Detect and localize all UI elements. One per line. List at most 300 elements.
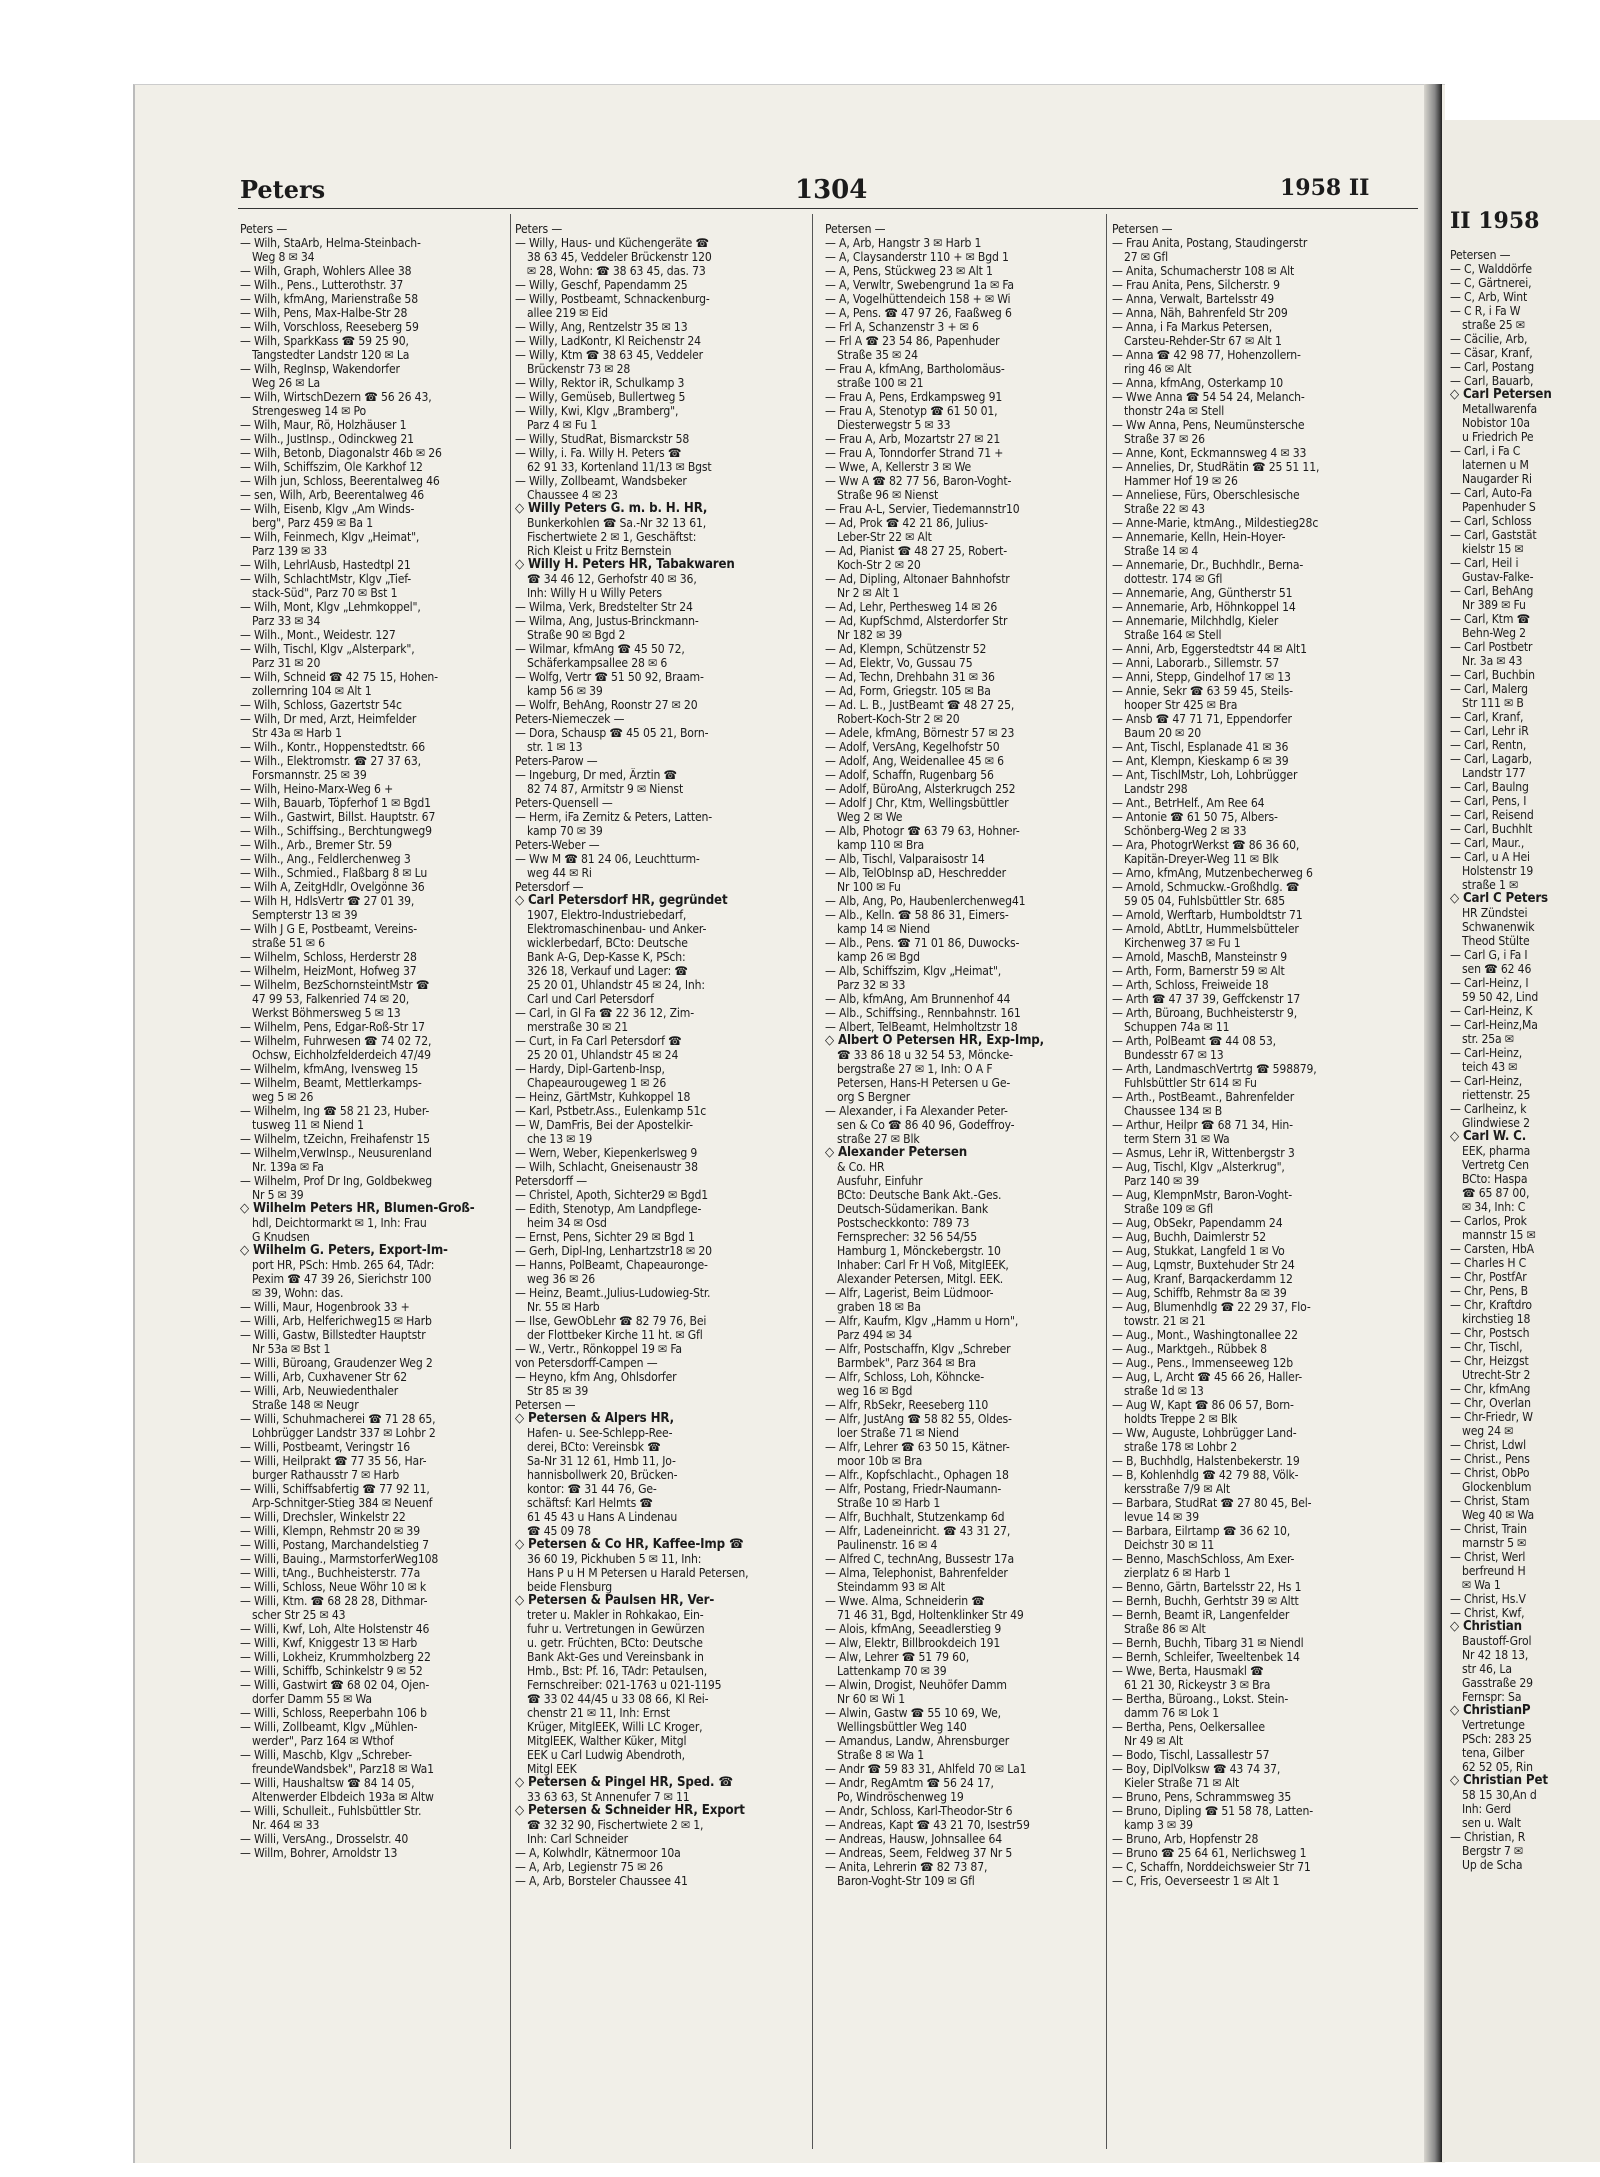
directory-line: merstraße 30 ✉ 21 bbox=[527, 1020, 629, 1034]
directory-line: — Arth, Form, Barnerstr 59 ✉ Alt bbox=[1112, 964, 1285, 978]
directory-line: allee 219 ✉ Eid bbox=[527, 306, 608, 320]
directory-line: sen & Co ☎ 86 40 96, Godeffroy- bbox=[837, 1118, 1015, 1132]
directory-line: — Wilh, SparkKass ☎ 59 25 90, bbox=[240, 334, 409, 348]
directory-line: straße 178 ✉ Lohbr 2 bbox=[1124, 1440, 1238, 1454]
directory-line: — Barbara, StudRat ☎ 27 80 45, Bel- bbox=[1112, 1496, 1312, 1510]
directory-line: — Wilh, Tischl, Klgv „Alsterpark", bbox=[240, 642, 415, 656]
directory-line: — Anna, Verwalt, Bartelsstr 49 bbox=[1112, 292, 1275, 306]
directory-line: — Wilh, kfmAng, Marienstraße 58 bbox=[240, 292, 418, 306]
directory-line: — Willi, Schiffb, Schinkelstr 9 ✉ 52 bbox=[240, 1664, 423, 1678]
directory-line: — Carl-Heinz, bbox=[1450, 1046, 1523, 1060]
surname-heading: Peters-Parow — bbox=[515, 754, 598, 768]
directory-line: — Anne, Kont, Eckmannsweg 4 ✉ 33 bbox=[1112, 446, 1307, 460]
firm-entry: ◇ Wilhelm G. Peters, Export-Im- bbox=[240, 1244, 448, 1258]
directory-line: Krüger, MitglEEK, Willi LC Kroger, bbox=[527, 1720, 703, 1734]
directory-line: Hafen- u. See-Schlepp-Ree- bbox=[527, 1426, 673, 1440]
directory-line: Landstr 177 bbox=[1462, 766, 1526, 780]
directory-line: Weg 2 ✉ We bbox=[837, 810, 903, 824]
directory-line: — Barbara, Eilrtamp ☎ 36 62 10, bbox=[1112, 1524, 1291, 1538]
directory-line: — Adolf, Ang, Weidenallee 45 ✉ 6 bbox=[825, 754, 1004, 768]
directory-line: kamp 3 ✉ 39 bbox=[1124, 1818, 1193, 1832]
directory-line: Inh: Willy H u Willy Peters bbox=[527, 586, 662, 600]
directory-line: term Stern 31 ✉ Wa bbox=[1124, 1132, 1230, 1146]
directory-line: — Alfred C, technAng, Bussestr 17a bbox=[825, 1552, 1014, 1566]
directory-line: — Alb, TelObInsp aD, Heschredder bbox=[825, 866, 1007, 880]
directory-line: — Wern, Weber, Kiepenkerlsweg 9 bbox=[515, 1146, 698, 1160]
directory-line: weg 24 ✉ bbox=[1462, 1424, 1514, 1438]
directory-line: — Carl, Lagarb, bbox=[1450, 752, 1532, 766]
directory-line: — Wilh, Feinmech, Klgv „Heimat", bbox=[240, 530, 420, 544]
directory-line: — Willi, Büroang, Graudenzer Weg 2 bbox=[240, 1356, 433, 1370]
directory-line: — Willi, Maur, Hogenbrook 33 + bbox=[240, 1300, 410, 1314]
directory-line: — Christel, Apoth, Sichter29 ✉ Bgd1 bbox=[515, 1188, 709, 1202]
directory-line: tena, Gilber bbox=[1462, 1746, 1525, 1760]
directory-line: — Carl, Rentn, bbox=[1450, 738, 1527, 752]
directory-line: — Alois, kfmAng, Seeadlerstieg 9 bbox=[825, 1622, 1002, 1636]
firm-entry: ◇ Christian Pet bbox=[1450, 1774, 1548, 1788]
directory-line: ☎ 32 32 90, Fischertwiete 2 ✉ 1, bbox=[527, 1818, 704, 1832]
directory-line: — Wilh., Gastwirt, Billst. Hauptstr. 67 bbox=[240, 810, 436, 824]
directory-line: — Annemarie, Ang, Güntherstr 51 bbox=[1112, 586, 1293, 600]
directory-line: — Carl, Pens, I bbox=[1450, 794, 1527, 808]
directory-line: 25 20 01, Uhlandstr 45 ✉ 24 bbox=[527, 1048, 679, 1062]
directory-line: — A, Kolwhdlr, Kätnermoor 10a bbox=[515, 1846, 681, 1860]
directory-line: Fernschreiber: 021-1763 u 021-1195 bbox=[527, 1678, 722, 1692]
directory-line: — Frau A, Tonndorfer Strand 71 + bbox=[825, 446, 1004, 460]
directory-line: hannisbollwerk 20, Brücken- bbox=[527, 1468, 678, 1482]
page-header-year: 1958 II bbox=[1280, 175, 1370, 201]
firm-entry: ◇ Wilhelm Peters HR, Blumen-Groß- bbox=[240, 1202, 475, 1216]
next-page-header: II 1958 bbox=[1450, 208, 1540, 234]
directory-line: — Anni, Arb, Eggerstedtstr 44 ✉ Alt1 bbox=[1112, 642, 1307, 656]
directory-line: — Wilh J G E, Postbeamt, Vereins- bbox=[240, 922, 417, 936]
directory-line: — Alb, Photogr ☎ 63 79 63, Hohner- bbox=[825, 824, 1020, 838]
directory-line: Forsmannstr. 25 ✉ 39 bbox=[252, 768, 367, 782]
directory-line: — Bernh, Buchh, Gerhtstr 39 ✉ Altt bbox=[1112, 1594, 1299, 1608]
directory-line: — Wilhelm, HeizMont, Hofweg 37 bbox=[240, 964, 417, 978]
directory-line: — Aug., Marktgeh., Rübbek 8 bbox=[1112, 1342, 1267, 1356]
directory-line: — Willi, Bauing., MarmstorferWeg108 bbox=[240, 1552, 439, 1566]
directory-line: — Wwe Anna ☎ 54 54 24, Melanch- bbox=[1112, 390, 1305, 404]
directory-line: Parz 33 ✉ 34 bbox=[252, 614, 321, 628]
directory-line: — Alb, kfmAng, Am Brunnenhof 44 bbox=[825, 992, 1011, 1006]
directory-line: — Carlheinz, k bbox=[1450, 1102, 1527, 1116]
directory-line: ☎ 65 87 00, bbox=[1462, 1186, 1530, 1200]
directory-line: Bank Akt-Ges und Vereinsbank in bbox=[527, 1650, 704, 1664]
directory-line: beide Flensburg bbox=[527, 1580, 612, 1594]
directory-line: Parz 140 ✉ 39 bbox=[1124, 1174, 1199, 1188]
directory-line: Schönberg-Weg 2 ✉ 33 bbox=[1124, 824, 1247, 838]
directory-line: Nobistor 10a bbox=[1462, 416, 1530, 430]
directory-line: — Anita, Schumacherstr 108 ✉ Alt bbox=[1112, 264, 1295, 278]
directory-line: — C, Schaffn, Norddeichsweier Str 71 bbox=[1112, 1860, 1311, 1874]
firm-entry: ◇ Petersen & Pingel HR, Sped. ☎ bbox=[515, 1776, 733, 1790]
directory-line: — A, Verwltr, Swebengrund 1a ✉ Fa bbox=[825, 278, 1014, 292]
directory-line: — Willi, Arb, Helferichweg15 ✉ Harb bbox=[240, 1314, 432, 1328]
directory-line: Straße 164 ✉ Stell bbox=[1124, 628, 1222, 642]
directory-line: — Ad, Lehr, Perthesweg 14 ✉ 26 bbox=[825, 600, 998, 614]
directory-line: kamp 70 ✉ 39 bbox=[527, 824, 603, 838]
directory-line: Parz 494 ✉ 34 bbox=[837, 1328, 912, 1342]
directory-line: — Wwe, A, Kellerstr 3 ✉ We bbox=[825, 460, 972, 474]
directory-line: 326 18, Verkauf und Lager: ☎ bbox=[527, 964, 688, 978]
directory-line: EEK u Carl Ludwig Abendroth, bbox=[527, 1748, 685, 1762]
directory-line: — Alexander, i Fa Alexander Peter- bbox=[825, 1104, 1008, 1118]
directory-line: — Wolfg, Vertr ☎ 51 50 92, Braam- bbox=[515, 670, 704, 684]
column-rule bbox=[1106, 214, 1107, 2149]
directory-line: Baum 20 ✉ 20 bbox=[1124, 726, 1201, 740]
directory-line: Metallwarenfa bbox=[1462, 402, 1537, 416]
directory-line: — Frau Anita, Postang, Staudingerstr bbox=[1112, 236, 1308, 250]
directory-line: — Wilhelm,VerwInsp., Neusurenland bbox=[240, 1146, 432, 1160]
directory-line: — Andr, Schloss, Karl-Theodor-Str 6 bbox=[825, 1804, 1013, 1818]
directory-line: Bunkerkohlen ☎ Sa.-Nr 32 13 61, bbox=[527, 516, 707, 530]
directory-line: — Wilh., Schmied., Flaßbarg 8 ✉ Lu bbox=[240, 866, 428, 880]
directory-line: — Willi, Schiffsabfertig ☎ 77 92 11, bbox=[240, 1482, 430, 1496]
directory-line: Straße 35 ✉ 24 bbox=[837, 348, 918, 362]
directory-line: — Willi, Zollbeamt, Klgv „Mühlen- bbox=[240, 1720, 418, 1734]
directory-line: Parz 32 ✉ 33 bbox=[837, 978, 906, 992]
directory-line: Robert-Koch-Str 2 ✉ 20 bbox=[837, 712, 960, 726]
directory-line: — C, Fris, Oeverseestr 1 ✉ Alt 1 bbox=[1112, 1874, 1280, 1888]
directory-line: — Chr, Overlan bbox=[1450, 1396, 1531, 1410]
firm-entry: ◇ Willy H. Peters HR, Tabakwaren bbox=[515, 558, 735, 572]
directory-line: — Arth, LandmaschVertrtg ☎ 598879, bbox=[1112, 1062, 1317, 1076]
directory-column-4 bbox=[1112, 222, 1402, 2152]
directory-line: thonstr 24a ✉ Stell bbox=[1124, 404, 1225, 418]
directory-line: — Cäcilie, Arb, bbox=[1450, 332, 1528, 346]
directory-line: — Christ., Pens bbox=[1450, 1452, 1530, 1466]
surname-heading: Peters-Quensell — bbox=[515, 796, 613, 810]
directory-line: Pexim ☎ 47 39 26, Sierichstr 100 bbox=[252, 1272, 432, 1286]
directory-line: Lattenkamp 70 ✉ 39 bbox=[837, 1664, 947, 1678]
directory-line: — Ad, Elektr, Vo, Gussau 75 bbox=[825, 656, 973, 670]
directory-line: Vertretunge bbox=[1462, 1718, 1525, 1732]
directory-line: — Alma, Telephonist, Bahrenfelder bbox=[825, 1566, 1008, 1580]
directory-line: Parz 31 ✉ 20 bbox=[252, 656, 321, 670]
directory-line: — C, Arb, Wint bbox=[1450, 290, 1528, 304]
firm-entry: ◇ Carl Petersdorf HR, gegründet bbox=[515, 894, 728, 908]
directory-line: — Willy, LadKontr, Kl Reichenstr 24 bbox=[515, 334, 701, 348]
directory-line: — W, DamFris, Bei der Apostelkir- bbox=[515, 1118, 693, 1132]
directory-line: — Anita, Lehrerin ☎ 82 73 87, bbox=[825, 1860, 988, 1874]
directory-line: — Ant, Tischl, Esplanade 41 ✉ 36 bbox=[1112, 740, 1289, 754]
directory-line: — Frau A, Arb, Mozartstr 27 ✉ 21 bbox=[825, 432, 1001, 446]
directory-line: — Willi, Schloss, Reeperbahn 106 b bbox=[240, 1706, 427, 1720]
directory-line: schäftsf: Karl Helmts ☎ bbox=[527, 1496, 653, 1510]
directory-line: — Alfr, Lagerist, Beim Lüdmoor- bbox=[825, 1286, 994, 1300]
directory-line: levue 14 ✉ 39 bbox=[1124, 1510, 1199, 1524]
directory-line: towstr. 21 ✉ 21 bbox=[1124, 1314, 1206, 1328]
directory-line: kersstraße 7/9 ✉ Alt bbox=[1124, 1482, 1231, 1496]
directory-line: — Bruno, Pens, Schrammsweg 35 bbox=[1112, 1790, 1292, 1804]
directory-line: — Chr, Tischl, bbox=[1450, 1340, 1523, 1354]
directory-line: — A, Pens, Stückweg 23 ✉ Alt 1 bbox=[825, 264, 993, 278]
directory-line: Chaussee 4 ✉ 23 bbox=[527, 488, 618, 502]
directory-line: — Frl A, Schanzenstr 3 + ✉ 6 bbox=[825, 320, 979, 334]
directory-line: — Frl A ☎ 23 54 86, Papenhuder bbox=[825, 334, 1000, 348]
directory-line: — Dora, Schausp ☎ 45 05 21, Born- bbox=[515, 726, 709, 740]
directory-line: BCto: Haspa bbox=[1462, 1172, 1528, 1186]
directory-line: bergstraße 27 ✉ 1, Inh: O A F bbox=[837, 1062, 993, 1076]
directory-line: Paulinenstr. 16 ✉ 4 bbox=[837, 1538, 938, 1552]
directory-line: — Carsten, HbA bbox=[1450, 1242, 1534, 1256]
directory-line: Weg 8 ✉ 34 bbox=[252, 250, 315, 264]
directory-line: Glindwiese 2 bbox=[1462, 1116, 1530, 1130]
directory-line: loer Straße 71 ✉ Niend bbox=[837, 1426, 959, 1440]
directory-line: Behn-Weg 2 bbox=[1462, 626, 1526, 640]
directory-line: der Flottbeker Kirche 11 ht. ✉ Gfl bbox=[527, 1328, 703, 1342]
directory-line: berfreund H bbox=[1462, 1564, 1526, 1578]
directory-line: — C, Walddörfe bbox=[1450, 262, 1532, 276]
directory-line: — Ad, Form, Griegstr. 105 ✉ Ba bbox=[825, 684, 991, 698]
directory-line: — Alfr, Ladeneinricht. ☎ 43 31 27, bbox=[825, 1524, 1011, 1538]
directory-line: mannstr 15 ✉ bbox=[1462, 1228, 1536, 1242]
directory-line: Fernsprecher: 32 56 54/55 bbox=[837, 1230, 978, 1244]
directory-line: Barmbek", Parz 364 ✉ Bra bbox=[837, 1356, 976, 1370]
surname-heading: Peters — bbox=[240, 222, 288, 236]
directory-line: scher Str 25 ✉ 43 bbox=[252, 1608, 346, 1622]
directory-line: — Alfr, Postang, Friedr-Naumann- bbox=[825, 1482, 1002, 1496]
directory-line: — Wilh, Schneid ☎ 42 75 15, Hohen- bbox=[240, 670, 438, 684]
directory-line: & Co. HR bbox=[837, 1160, 885, 1174]
directory-line: — Willy, Postbeamt, Schnackenburg- bbox=[515, 292, 710, 306]
directory-line: — Aug, Buchh, Daimlerstr 52 bbox=[1112, 1230, 1267, 1244]
directory-line: damm 76 ✉ Lok 1 bbox=[1124, 1706, 1220, 1720]
directory-line: — Alwin, Drogist, Neuhöfer Damm bbox=[825, 1678, 1007, 1692]
directory-line: Fuhlsbüttler Str 614 ✉ Fu bbox=[1124, 1076, 1257, 1090]
directory-line: — Christ, Ldwl bbox=[1450, 1438, 1526, 1452]
directory-line: ☎ 45 09 78 bbox=[527, 1524, 591, 1538]
surname-heading: Petersen — bbox=[825, 222, 886, 236]
directory-line: — Frau Anita, Pens, Silcherstr. 9 bbox=[1112, 278, 1280, 292]
directory-line: Ochsw, Eichholzfelderdeich 47/49 bbox=[252, 1048, 431, 1062]
directory-line: Landstr 298 bbox=[1124, 782, 1188, 796]
firm-entry: ◇ ChristianP bbox=[1450, 1704, 1531, 1718]
directory-line: Nr 5 ✉ 39 bbox=[252, 1188, 304, 1202]
directory-line: Utrecht-Str 2 bbox=[1462, 1368, 1531, 1382]
directory-line: str 46, La bbox=[1462, 1662, 1512, 1676]
directory-line: — Wilh, Heino-Marx-Weg 6 + bbox=[240, 782, 394, 796]
directory-line: — Christ, Stam bbox=[1450, 1494, 1530, 1508]
directory-line: — Arth., PostBeamt., Bahrenfelder bbox=[1112, 1090, 1295, 1104]
directory-line: — Carl, in Gl Fa ☎ 22 36 12, Zim- bbox=[515, 1006, 694, 1020]
directory-line: Gasstraße 29 bbox=[1462, 1676, 1533, 1690]
directory-line: — Ww, Auguste, Lohbrügger Land- bbox=[1112, 1426, 1297, 1440]
directory-line: Parz 4 ✉ Fu 1 bbox=[527, 418, 598, 432]
directory-line: 27 ✉ Gfl bbox=[1124, 250, 1168, 264]
directory-line: Parz 139 ✉ 33 bbox=[252, 544, 327, 558]
directory-line: — Aug, KlempnMstr, Baron-Voght- bbox=[1112, 1188, 1293, 1202]
directory-line: — Wilh., JustInsp., Odinckweg 21 bbox=[240, 432, 414, 446]
directory-line: ✉ 28, Wohn: ☎ 38 63 45, das. 73 bbox=[527, 264, 706, 278]
directory-line: Nr. 139a ✉ Fa bbox=[252, 1160, 324, 1174]
directory-line: — Adolf, BüroAng, Alsterkrugch 252 bbox=[825, 782, 1016, 796]
directory-line: Str 43a ✉ Harb 1 bbox=[252, 726, 342, 740]
firm-entry: ◇ Christian bbox=[1450, 1620, 1522, 1634]
directory-line: — Chr, Postsch bbox=[1450, 1326, 1530, 1340]
directory-line: — Willi, Postang, Marchandelstieg 7 bbox=[240, 1538, 429, 1552]
directory-line: — Adele, kfmAng, Börnestr 57 ✉ 23 bbox=[825, 726, 1015, 740]
directory-line: — Boy, DiplVolksw ☎ 43 74 37, bbox=[1112, 1762, 1281, 1776]
column-rule bbox=[510, 214, 511, 2149]
directory-line: 71 46 31, Bgd, Holtenklinker Str 49 bbox=[837, 1608, 1024, 1622]
directory-line: str. 25a ✉ bbox=[1462, 1032, 1514, 1046]
directory-line: Hammer Hof 19 ✉ 26 bbox=[1124, 474, 1238, 488]
directory-line: — Wilh, Schloss, Gazertstr 54c bbox=[240, 698, 402, 712]
directory-line: — Carl, Lehr iR bbox=[1450, 724, 1529, 738]
directory-line: — Aug, Schiffb, Rehmstr 8a ✉ 39 bbox=[1112, 1286, 1287, 1300]
surname-heading: Peters-Niemeczek — bbox=[515, 712, 625, 726]
firm-entry: ◇ Alexander Petersen bbox=[825, 1146, 968, 1160]
directory-line: — Alfr, Schloss, Loh, Köhncke- bbox=[825, 1370, 984, 1384]
directory-line: — Carl, Kranf, bbox=[1450, 710, 1524, 724]
directory-line: — Ingeburg, Dr med, Ärztin ☎ bbox=[515, 768, 677, 782]
directory-line: — C, Gärtnerei, bbox=[1450, 276, 1532, 290]
directory-line: sen ☎ 62 46 bbox=[1462, 962, 1532, 976]
directory-line: — Heinz, Beamt.,Julius-Ludowieg-Str. bbox=[515, 1286, 711, 1300]
directory-line: Tangstedter Landstr 120 ✉ La bbox=[252, 348, 410, 362]
book-gutter bbox=[1424, 84, 1442, 2162]
directory-line: Straße 86 ✉ Alt bbox=[1124, 1622, 1206, 1636]
directory-line: ✉ Wa 1 bbox=[1462, 1578, 1501, 1592]
directory-line: — Andreas, Kapt ☎ 43 21 70, Isestr59 bbox=[825, 1818, 1030, 1832]
directory-line: — Willy, Ang, Rentzelstr 35 ✉ 13 bbox=[515, 320, 688, 334]
directory-line: HR Zündstei bbox=[1462, 906, 1528, 920]
directory-line: ☎ 33 86 18 u 32 54 53, Mönckе- bbox=[837, 1048, 1013, 1062]
directory-line: — Arno, kfmAng, Mutzenbecherweg 6 bbox=[1112, 866, 1313, 880]
directory-line: Gustav-Falke- bbox=[1462, 570, 1534, 584]
directory-line: — Cäsar, Kranf, bbox=[1450, 346, 1533, 360]
directory-line: — Carl, u A Hei bbox=[1450, 850, 1530, 864]
directory-line: Nr 60 ✉ Wi 1 bbox=[837, 1692, 906, 1706]
directory-line: — Wilh, LehrlAusb, Hastedtpl 21 bbox=[240, 558, 411, 572]
directory-line: — Carl, Ktm ☎ bbox=[1450, 612, 1531, 626]
directory-line: Straße 90 ✉ Bgd 2 bbox=[527, 628, 626, 642]
directory-line: — Chr, Heizgst bbox=[1450, 1354, 1529, 1368]
directory-line: — Willi, Lokheiz, Krummholzberg 22 bbox=[240, 1650, 431, 1664]
directory-line: — Carl-Heinz, I bbox=[1450, 976, 1529, 990]
directory-line: — Alb, Tischl, Valparaisostr 14 bbox=[825, 852, 985, 866]
directory-line: — Alfr, Kaufm, Klgv „Hamm u Horn", bbox=[825, 1314, 1019, 1328]
directory-line: — Asmus, Lehr iR, Wittenbergstr 3 bbox=[1112, 1146, 1295, 1160]
directory-line: — Wilh., Arb., Bremer Str. 59 bbox=[240, 838, 392, 852]
directory-line: — Curt, in Fa Carl Petersdorf ☎ bbox=[515, 1034, 682, 1048]
directory-line: — Chr, PostfAr bbox=[1450, 1270, 1527, 1284]
directory-line: Nr. 3a ✉ 43 bbox=[1462, 654, 1523, 668]
directory-line: — Adolf, Schaffn, Rugenbarg 56 bbox=[825, 768, 994, 782]
directory-line: ☎ 34 46 12, Gerhofstr 40 ✉ 36, bbox=[527, 572, 697, 586]
directory-line: — Ww M ☎ 81 24 06, Leuchtturm- bbox=[515, 852, 700, 866]
directory-column-5 bbox=[1450, 248, 1600, 2148]
directory-line: Nr 49 ✉ Alt bbox=[1124, 1734, 1184, 1748]
directory-line: — Bernh, Beamt iR, Langenfelder bbox=[1112, 1608, 1290, 1622]
directory-line: — Carl, Heil i bbox=[1450, 556, 1519, 570]
directory-line: kontor: ☎ 31 44 76, Ge- bbox=[527, 1482, 657, 1496]
directory-line: — Benno, MaschSchloss, Am Exer- bbox=[1112, 1552, 1295, 1566]
directory-line: — Arth, Büroang, Buchheisterstr 9, bbox=[1112, 1006, 1298, 1020]
directory-line: — Willi, Schloss, Neue Wöhr 10 ✉ k bbox=[240, 1580, 427, 1594]
surname-heading: Petersen — bbox=[1450, 248, 1511, 262]
firm-entry: ◇ Petersen & Alpers HR, bbox=[515, 1412, 674, 1426]
directory-line: Str 85 ✉ 39 bbox=[527, 1384, 589, 1398]
directory-line: — Christ, Kwf, bbox=[1450, 1606, 1525, 1620]
directory-line: — W., Vertr., Rönkoppel 19 ✉ Fa bbox=[515, 1342, 682, 1356]
directory-line: holdts Treppe 2 ✉ Blk bbox=[1124, 1412, 1238, 1426]
directory-line: — Bruno, Dipling ☎ 51 58 78, Latten- bbox=[1112, 1804, 1313, 1818]
directory-line: — Willm, Bohrer, Arnoldstr 13 bbox=[240, 1846, 398, 1860]
directory-line: Petersen, Hans-H Petersen u Ge- bbox=[837, 1076, 1011, 1090]
directory-line: 58 15 30,An d bbox=[1462, 1788, 1537, 1802]
directory-line: — Willy, Ktm ☎ 38 63 45, Veddeler bbox=[515, 348, 704, 362]
directory-line: kamp 56 ✉ 39 bbox=[527, 684, 603, 698]
directory-line: Nr. 464 ✉ 33 bbox=[252, 1818, 320, 1832]
directory-line: — Hardy, Dipl-Gartenb-Insp, bbox=[515, 1062, 665, 1076]
directory-line: Kieler Straße 71 ✉ Alt bbox=[1124, 1776, 1240, 1790]
directory-line: Fernspr: Sa bbox=[1462, 1690, 1522, 1704]
directory-line: u Friedrich Pe bbox=[1462, 430, 1534, 444]
surname-heading: Petersdorff — bbox=[515, 1174, 588, 1188]
directory-line: Fischertwiete 2 ✉ 1, Geschäftst: bbox=[527, 530, 697, 544]
directory-line: — Ansb ☎ 47 71 71, Eppendorfer bbox=[1112, 712, 1292, 726]
directory-line: — Annelies, Dr, StudRätin ☎ 25 51 11, bbox=[1112, 460, 1320, 474]
directory-line: — B, Buchhdlg, Halstenbekerstr. 19 bbox=[1112, 1454, 1300, 1468]
directory-line: — Aug, Tischl, Klgv „Alsterkrug", bbox=[1112, 1160, 1285, 1174]
directory-line: — Antonie ☎ 61 50 75, Albers- bbox=[1112, 810, 1278, 824]
directory-line: — Alb., Pens. ☎ 71 01 86, Duwocks- bbox=[825, 936, 1020, 950]
directory-line: — Wwe. Alma, Schneiderin ☎ bbox=[825, 1594, 985, 1608]
directory-line: — Wilhelm, Schloss, Herderstr 28 bbox=[240, 950, 417, 964]
directory-line: — Adolf J Chr, Ktm, Wellingsbüttler bbox=[825, 796, 1009, 810]
directory-line: — Carl, Postang bbox=[1450, 360, 1534, 374]
directory-line: Steindamm 93 ✉ Alt bbox=[837, 1580, 945, 1594]
directory-line: — Albert, TelBeamt, Helmholtzstr 18 bbox=[825, 1020, 1018, 1034]
directory-line: — Anna, kfmAng, Osterkamp 10 bbox=[1112, 376, 1284, 390]
firm-entry: ◇ Petersen & Paulsen HR, Ver- bbox=[515, 1594, 715, 1608]
directory-line: — Willi, Arb, Cuxhavener Str 62 bbox=[240, 1370, 408, 1384]
directory-line: — Ad, Klempn, Schützenstr 52 bbox=[825, 642, 987, 656]
directory-line: Ausfuhr, Einfuhr bbox=[837, 1174, 923, 1188]
directory-line: — Willy, Haus- und Küchengeräte ☎ bbox=[515, 236, 709, 250]
directory-line: — A, Vogelhüttendeich 158 + ✉ Wi bbox=[825, 292, 1011, 306]
directory-line: hooper Str 425 ✉ Bra bbox=[1124, 698, 1238, 712]
directory-line: — Carl, Auto-Fa bbox=[1450, 486, 1532, 500]
directory-line: Weg 26 ✉ La bbox=[252, 376, 321, 390]
directory-line: — Ara, PhotogrWerkst ☎ 86 36 60, bbox=[1112, 838, 1300, 852]
directory-line: sen u. Walt bbox=[1462, 1816, 1521, 1830]
directory-line: — Amandus, Landw, Ahrensburger bbox=[825, 1734, 1010, 1748]
directory-line: — B, Kohlenhdlg ☎ 42 79 88, Völk- bbox=[1112, 1468, 1299, 1482]
directory-line: — Annemarie, Kelln, Hein-Hoyer- bbox=[1112, 530, 1286, 544]
directory-line: Diesterwegstr 5 ✉ 33 bbox=[837, 418, 951, 432]
directory-line: Inhaber: Carl Fr H Voß, MitglEEK, bbox=[837, 1258, 1009, 1272]
directory-line: — Wilhelm, BezSchornsteintMstr ☎ bbox=[240, 978, 430, 992]
directory-line: — Arnold, MaschB, Mansteinstr 9 bbox=[1112, 950, 1288, 964]
directory-line: — Ernst, Pens, Sichter 29 ✉ Bgd 1 bbox=[515, 1230, 695, 1244]
directory-line: ✉ 34, Inh: C bbox=[1462, 1200, 1526, 1214]
directory-line: — Aug W, Kapt ☎ 86 06 57, Born- bbox=[1112, 1398, 1294, 1412]
directory-line: dottestr. 174 ✉ Gfl bbox=[1124, 572, 1223, 586]
directory-line: — Willy, Gemüseb, Bullertweg 5 bbox=[515, 390, 686, 404]
directory-line: — Ant., BetrHelf., Am Ree 64 bbox=[1112, 796, 1265, 810]
directory-line: — Wilh, Bauarb, Töpferhof 1 ✉ Bgd1 bbox=[240, 796, 431, 810]
directory-line: — Alb., Kelln. ☎ 58 86 31, Eimers- bbox=[825, 908, 1009, 922]
directory-line: — Edith, Stenotyp, Am Landpflege- bbox=[515, 1202, 702, 1216]
directory-line: straße 27 ✉ Blk bbox=[837, 1132, 920, 1146]
directory-line: — Heinz, GärtMstr, Kuhkoppel 18 bbox=[515, 1090, 691, 1104]
column-rule bbox=[812, 214, 813, 2149]
directory-line: riettenstr. 25 bbox=[1462, 1088, 1531, 1102]
